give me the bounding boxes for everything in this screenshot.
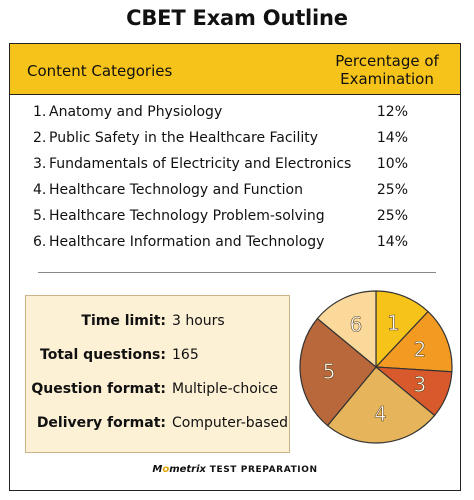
pie-label-5: 5 [322, 359, 336, 384]
row-number: 4. [33, 182, 47, 198]
info-value: Multiple-choice [172, 381, 278, 397]
table-row [10, 104, 460, 130]
row-number: 1. [33, 104, 47, 120]
header-percentage-line2: Examination [340, 70, 434, 88]
info-row [26, 415, 289, 437]
row-percentage: 10% [376, 156, 408, 172]
table-header [10, 44, 460, 95]
table-row [10, 234, 460, 260]
pie-label-3: 3 [413, 372, 427, 397]
table-row [10, 156, 460, 182]
info-label: Time limit: [81, 313, 166, 329]
info-label: Delivery format: [36, 415, 166, 431]
pie-label-2: 2 [413, 337, 427, 362]
header-percentage [328, 52, 446, 88]
row-number: 6. [33, 234, 47, 250]
table-row [10, 182, 460, 208]
row-percentage: 25% [376, 182, 408, 198]
table-row [10, 130, 460, 156]
divider [38, 272, 436, 273]
category-pie-chart [295, 286, 457, 448]
row-category: Public Safety in the Healthcare Facility [49, 130, 319, 146]
row-category: Fundamentals of Electricity and Electronics [49, 156, 352, 172]
info-row [26, 381, 289, 403]
info-value: 3 hours [172, 313, 225, 329]
header-percentage-line1: Percentage of [335, 52, 439, 70]
brand-tagline: TEST PREPARATION [209, 465, 318, 475]
brand-footer [10, 464, 460, 475]
row-category: Healthcare Technology Problem-solving [49, 208, 325, 224]
row-number: 2. [33, 130, 47, 146]
info-label: Question format: [31, 381, 166, 397]
header-categories: Content Categories [27, 62, 173, 80]
brand-logo-m: M [152, 464, 163, 475]
info-label: Total questions: [40, 347, 166, 363]
row-category: Anatomy and Physiology [49, 104, 223, 120]
info-value: 165 [172, 347, 199, 363]
brand-logo [152, 464, 206, 475]
info-value: Computer-based [172, 415, 289, 431]
pie-label-1: 1 [386, 311, 400, 336]
row-category: Healthcare Technology and Function [49, 182, 303, 198]
row-percentage: 14% [376, 130, 408, 146]
page-title: CBET Exam Outline [126, 6, 348, 30]
exam-info-box [25, 295, 290, 453]
info-row [26, 313, 289, 335]
row-number: 3. [33, 156, 47, 172]
table-row [10, 208, 460, 234]
pie-label-4: 4 [374, 401, 387, 426]
row-number: 5. [33, 208, 47, 224]
row-percentage: 12% [376, 104, 408, 120]
row-percentage: 25% [376, 208, 408, 224]
row-category: Healthcare Information and Technology [49, 234, 325, 250]
outline-panel [9, 43, 461, 491]
row-percentage: 14% [376, 234, 408, 250]
brand-logo-rest: metrix [169, 464, 206, 475]
brand-logo-o: o [162, 464, 170, 475]
pie-label-6: 6 [349, 312, 363, 337]
info-row [26, 347, 289, 369]
